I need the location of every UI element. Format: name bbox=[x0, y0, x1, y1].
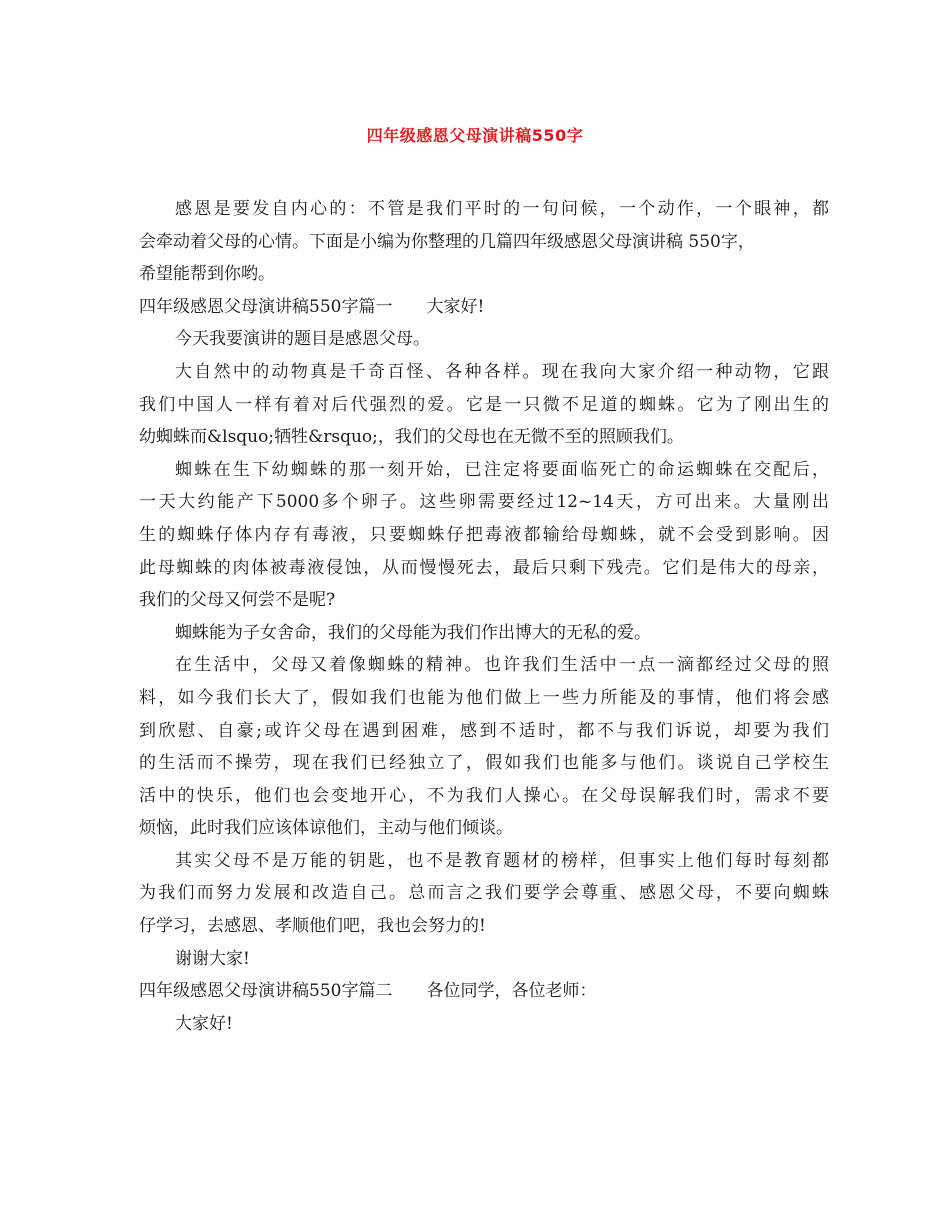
text-line: 会牵动着父母的心情。下面是小编为你整理的几篇四年级感恩父母演讲稿 550字， bbox=[139, 231, 755, 252]
text-line: 烦恼，此时我们应该体谅他们，主动与他们倾谈。 bbox=[139, 818, 513, 839]
text-line: 的生活而不操劳，现在我们已经独立了，假如我们也能多与他们。谈说自己学校生 bbox=[139, 753, 829, 774]
section-heading-line: 四年级感恩父母演讲稿550字篇一 大家好! bbox=[139, 296, 485, 317]
text-line: 幼蜘蛛而&lsquo;牺牲&rsquo;，我们的父母也在无微不至的照顾我们。 bbox=[139, 427, 684, 448]
text-line: 仔学习，去感恩、孝顺他们吧，我也会努力的! bbox=[139, 916, 486, 937]
text-line: 到欣慰、自豪;或许父母在遇到困难，感到不适时，都不与我们诉说，却要为我们 bbox=[139, 720, 829, 741]
text-line: 为我们而努力发展和改造自己。总而言之我们要学会尊重、感恩父母，不要向蜘蛛 bbox=[139, 883, 829, 904]
text-line: 大家好! bbox=[175, 1013, 233, 1034]
text-line: 大自然中的动物真是千奇百怪、各种各样。现在我向大家介绍一种动物，它跟 bbox=[175, 361, 829, 382]
text-line: 感恩是要发自内心的：不管是我们平时的一句问候，一个动作，一个眼神，都 bbox=[175, 199, 829, 219]
text-line: 我们中国人一样有着对后代强烈的爱。它是一只微不足道的蜘蛛。它为了刚出生的 bbox=[139, 394, 829, 415]
text-line: 生的蜘蛛仔体内存有毒液，只要蜘蛛仔把毒液都输给母蜘蛛，就不会受到影响。因 bbox=[139, 524, 829, 545]
text-line: 谢谢大家! bbox=[175, 948, 250, 969]
text-line: 希望能帮到你哟。 bbox=[139, 264, 275, 285]
text-line: 活中的快乐，他们也会变地开心，不为我们人操心。在父母误解我们时，需求不要 bbox=[139, 785, 829, 806]
text-line: 此母蜘蛛的肉体被毒液侵蚀，从而慢慢死去，最后只剩下残壳。它们是伟大的母亲， bbox=[139, 557, 829, 578]
document-title: 四年级感恩父母演讲稿550字 bbox=[366, 126, 584, 145]
text-line: 我们的父母又何尝不是呢? bbox=[139, 590, 336, 611]
text-line: 蜘蛛在生下幼蜘蛛的那一刻开始，已注定将要面临死亡的命运蜘蛛在交配后， bbox=[175, 459, 829, 480]
text-line: 料，如今我们长大了，假如我们也能为他们做上一些力所能及的事情，他们将会感 bbox=[139, 687, 829, 708]
text-line: 蜘蛛能为子女舍命，我们的父母能为我们作出博大的无私的爱。 bbox=[175, 622, 651, 643]
text-line: 一天大约能产下5000多个卵子。这些卵需要经过12~14天，方可出来。大量刚出 bbox=[139, 492, 829, 513]
document-body bbox=[139, 193, 829, 1040]
text-line: 今天我要演讲的题目是感恩父母。 bbox=[175, 329, 430, 350]
text-line: 其实父母不是万能的钥匙，也不是教育题材的榜样，但事实上他们每时每刻都 bbox=[175, 850, 829, 871]
section-heading-line: 四年级感恩父母演讲稿550字篇二 各位同学，各位老师： bbox=[139, 981, 597, 1002]
text-line: 在生活中，父母又着像蜘蛛的精神。也许我们生活中一点一滴都经过父母的照 bbox=[175, 655, 829, 676]
